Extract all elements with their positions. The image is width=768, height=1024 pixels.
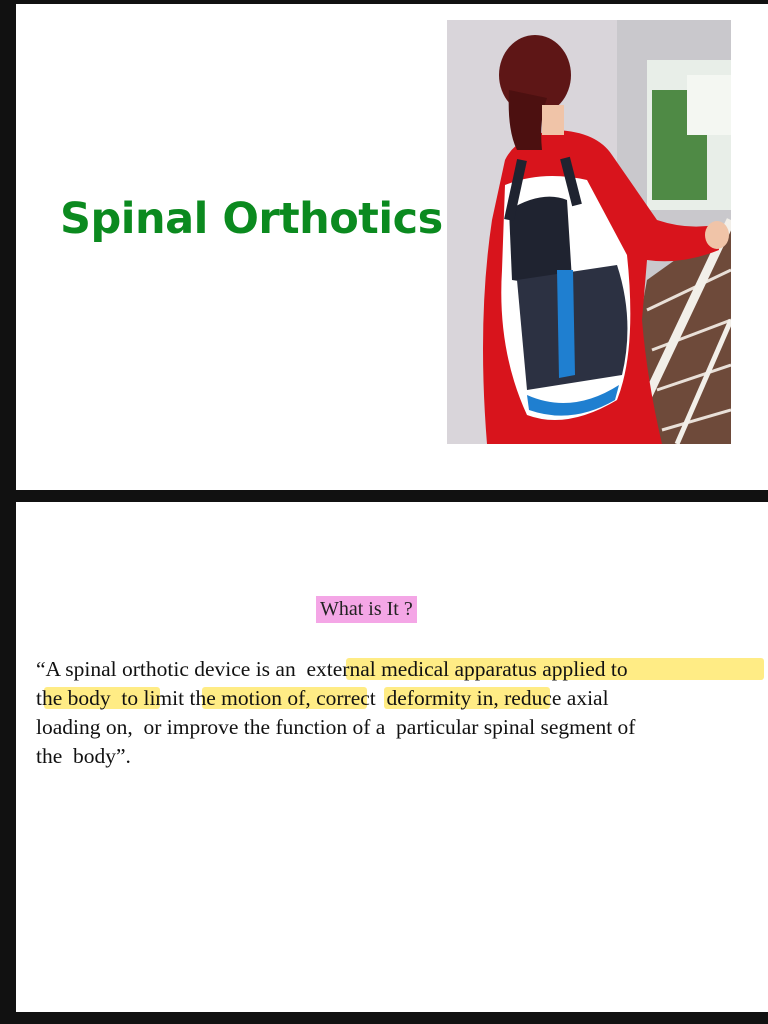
definition-paragraph xyxy=(36,655,752,771)
slide-title-text: Spinal Orthotics xyxy=(60,194,443,244)
slide-definition xyxy=(16,502,768,1012)
orthotic-brace-photo xyxy=(447,20,731,444)
definition-heading: What is It ? xyxy=(316,596,417,623)
paragraph-line: “A spinal orthotic device is an external medical apparatus applied to xyxy=(36,657,628,681)
paragraph-line: the body”. xyxy=(36,744,131,768)
slide-title xyxy=(16,4,768,490)
paragraph-line: the body to limit the motion of, correct deformity in, reduce axial xyxy=(36,686,609,710)
paragraph-line: loading on, or improve the function of a particular spinal segment of xyxy=(36,715,636,739)
